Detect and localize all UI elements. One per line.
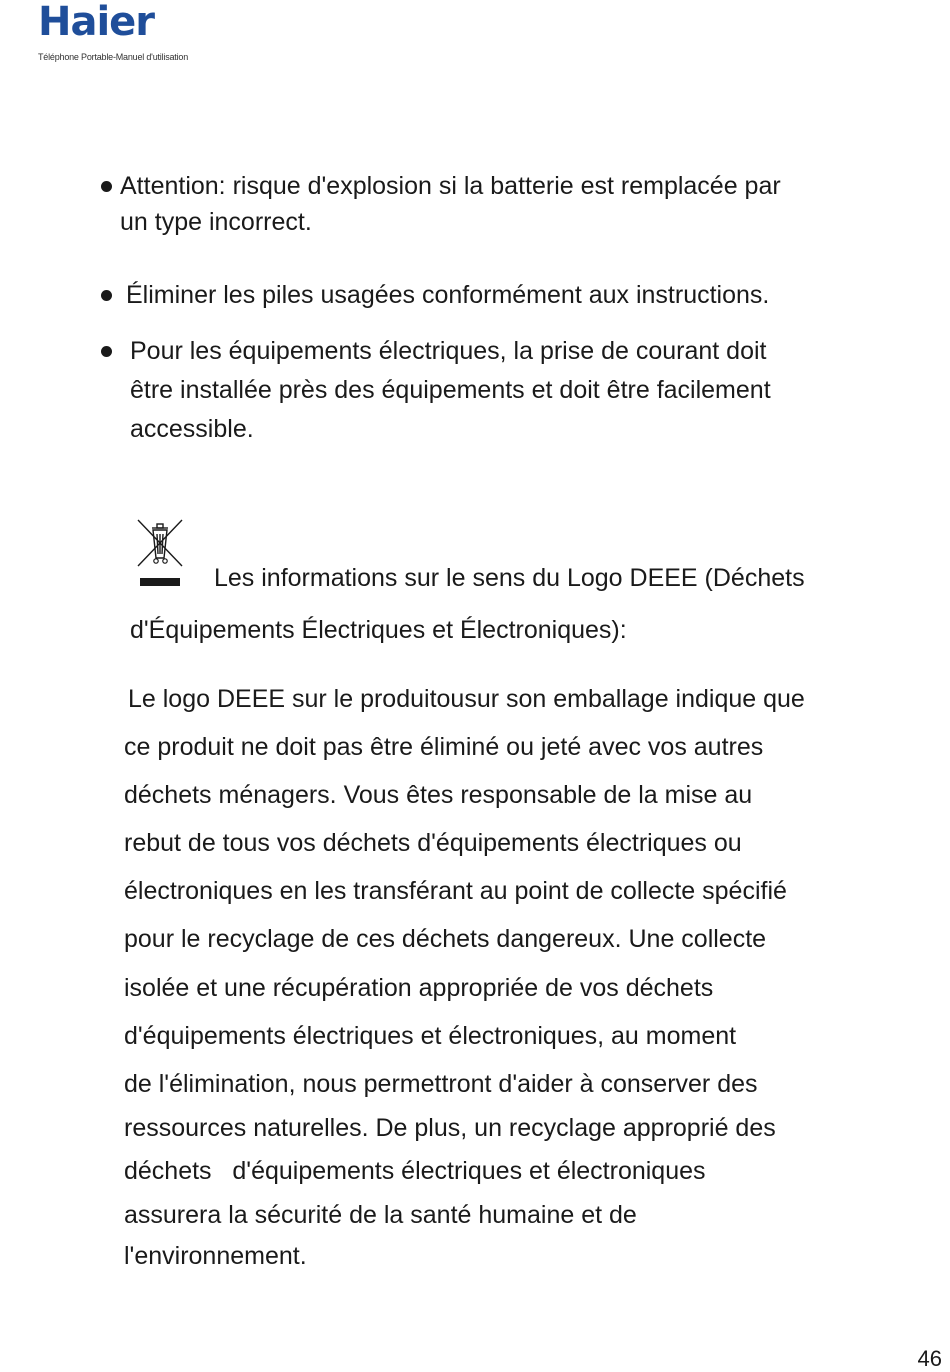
bullet-text-line: Pour les équipements électriques, la prise de courant doit	[130, 337, 767, 365]
weee-body-line: isolée et une récupération appropriée de vos déchets	[124, 974, 714, 1002]
weee-body-line: déchets d'équipements électriques et électroniques	[124, 1157, 706, 1185]
bullet-dot-icon	[101, 346, 112, 357]
bullet-text-line: un type incorrect.	[120, 208, 312, 236]
bullet-item	[101, 168, 781, 240]
bullet-item	[101, 332, 771, 449]
bullet-dot-icon	[101, 181, 112, 192]
weee-body-line: de l'élimination, nous permettront d'aider à conserver des	[124, 1070, 758, 1098]
bullet-dot-icon	[101, 290, 112, 301]
weee-body-line: ce produit ne doit pas être éliminé ou jeté avec vos autres	[124, 733, 764, 761]
weee-body-line: Le logo DEEE sur le produitousur son emballage indique que	[128, 685, 805, 713]
bullet-text-line: Éliminer les piles usagées conformément aux instructions.	[126, 281, 770, 309]
page-number: 46	[917, 1346, 942, 1371]
manual-subtitle: Téléphone Portable-Manuel d'utilisation	[38, 52, 189, 62]
weee-body-line: déchets ménagers. Vous êtes responsable de la mise au	[124, 781, 753, 809]
weee-body-line: ressources naturelles. De plus, un recyclage approprié des	[124, 1114, 776, 1142]
weee-intro-line: Les informations sur le sens du Logo DEEE (Déchets	[214, 564, 805, 592]
weee-body-line: d'équipements électriques et électroniques, au moment	[124, 1022, 737, 1050]
weee-body-line: électroniques en les transférant au point de collecte spécifié	[124, 877, 787, 905]
weee-crossed-bin-icon	[136, 518, 186, 590]
bullet-item	[101, 277, 769, 313]
weee-body-line: pour le recyclage de ces déchets dangereux. Une collecte	[124, 925, 767, 953]
weee-intro-line: d'Équipements Électriques et Électroniques):	[130, 616, 627, 644]
weee-body-line: assurera la sécurité de la santé humaine et de	[124, 1201, 637, 1229]
bullet-text-line: être installée près des équipements et doit être facilement	[130, 376, 771, 404]
bullet-text-line: Attention: risque d'explosion si la batterie est remplacée par	[120, 172, 781, 200]
brand-logo: Haier	[38, 0, 155, 45]
weee-body-line: l'environnement.	[124, 1242, 307, 1270]
weee-body-line: rebut de tous vos déchets d'équipements électriques ou	[124, 829, 742, 857]
bullet-text-line: accessible.	[130, 415, 254, 443]
